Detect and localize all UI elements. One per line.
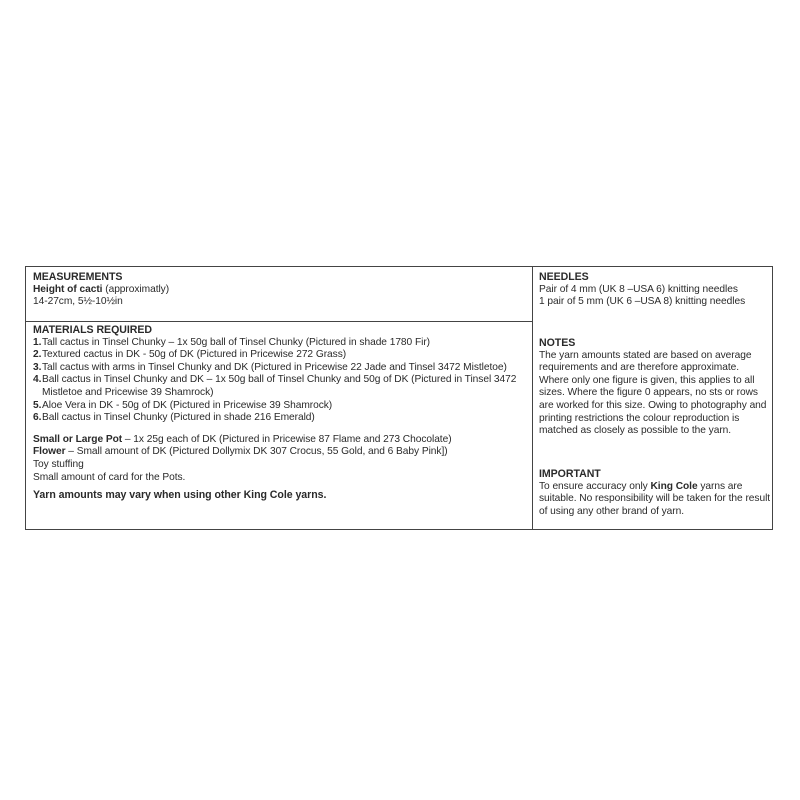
- measurements-heading: MEASUREMENTS: [33, 271, 123, 283]
- row-divider: [26, 321, 532, 322]
- material-item-number: 5.: [33, 399, 42, 411]
- height-value: 14-27cm, 5½-10½in: [33, 296, 123, 308]
- material-item-text: Aloe Vera in DK - 50g of DK (Pictured in Pricewise 39 Shamrock): [42, 399, 333, 411]
- pot-label: Small or Large Pot: [33, 433, 123, 445]
- height-label: Height of cacti: [33, 283, 103, 295]
- important-text-before: To ensure accuracy only: [539, 480, 651, 492]
- needles-section: [539, 271, 769, 309]
- materials-section: [33, 324, 527, 502]
- notes-section: [539, 337, 769, 438]
- material-item: [33, 412, 527, 425]
- important-text-after: yarns are suitable. No responsibility will be taken for the result of using any other brand of yarn.: [539, 480, 771, 517]
- card-line: Small amount of card for the Pots.: [33, 471, 186, 483]
- material-item-number: 6.: [33, 412, 42, 424]
- notes-text: The yarn amounts stated are based on average requirements and are therefore approximate. Where only one figure is given, this applies to all sizes. Where the figure 0 appears, no sts or rows are worked for this size. Owing to photography and printing restrictions the colour reproduction is matched as closely as possible to the yarn.: [539, 349, 767, 437]
- material-item: [33, 400, 527, 413]
- flower-label: Flower: [33, 446, 66, 458]
- spacer: [33, 425, 527, 434]
- measurements-section: [33, 271, 523, 309]
- flower-line: [33, 446, 527, 459]
- pot-line: [33, 434, 527, 447]
- material-item-text: Textured cactus in DK - 50g of DK (Pictured in Pricewise 272 Grass): [42, 349, 347, 361]
- pattern-info-table: [25, 266, 773, 530]
- material-item-number: 1.: [33, 336, 42, 348]
- needles-heading: NEEDLES: [539, 271, 589, 283]
- material-item-number: 2.: [33, 349, 42, 361]
- material-item-number: 3.: [33, 361, 42, 373]
- notes-heading: NOTES: [539, 337, 576, 349]
- important-heading: IMPORTANT: [539, 468, 601, 480]
- material-item-text: Ball cactus in Tinsel Chunky (Pictured in shade 216 Emerald): [42, 412, 315, 424]
- height-line: [33, 284, 523, 297]
- flower-text: – Small amount of DK (Pictured Dollymix DK 307 Crocus, 55 Gold, and 6 Baby Pink]): [65, 446, 448, 458]
- material-item: [33, 374, 527, 399]
- important-brand: King Cole: [650, 480, 698, 492]
- material-item-text: Tall cactus with arms in Tinsel Chunky and DK (Pictured in Pricewise 22 Jade and Tinsel 3472 Mistletoe): [42, 361, 507, 373]
- toy-stuffing: Toy stuffing: [33, 458, 84, 470]
- material-item-number: 4.: [33, 374, 42, 386]
- material-item: [33, 349, 527, 362]
- material-item-text: Ball cactus in Tinsel Chunky and DK – 1x 50g ball of Tinsel Chunky and 50g of DK (Pictured in Tinsel 3472 Mistletoe and Pricewise 39 Shamrock): [42, 374, 517, 398]
- important-text: [539, 481, 771, 519]
- height-qualifier: (approximatly): [102, 283, 170, 295]
- column-divider: [532, 267, 533, 529]
- important-section: [539, 468, 771, 518]
- material-item: [33, 337, 527, 350]
- pot-text: – 1x 25g each of DK (Pictured in Pricewise 87 Flame and 273 Chocolate): [122, 433, 452, 445]
- yarn-note: Yarn amounts may vary when using other King Cole yarns.: [33, 489, 327, 502]
- materials-heading: MATERIALS REQUIRED: [33, 324, 152, 336]
- needles-line-1: Pair of 4 mm (UK 8 –USA 6) knitting needles: [539, 283, 738, 295]
- needles-line-2: 1 pair of 5 mm (UK 6 –USA 8) knitting needles: [539, 296, 746, 308]
- material-item: [33, 362, 527, 375]
- material-item-text: Tall cactus in Tinsel Chunky – 1x 50g ball of Tinsel Chunky (Pictured in shade 1780 Fir): [42, 336, 431, 348]
